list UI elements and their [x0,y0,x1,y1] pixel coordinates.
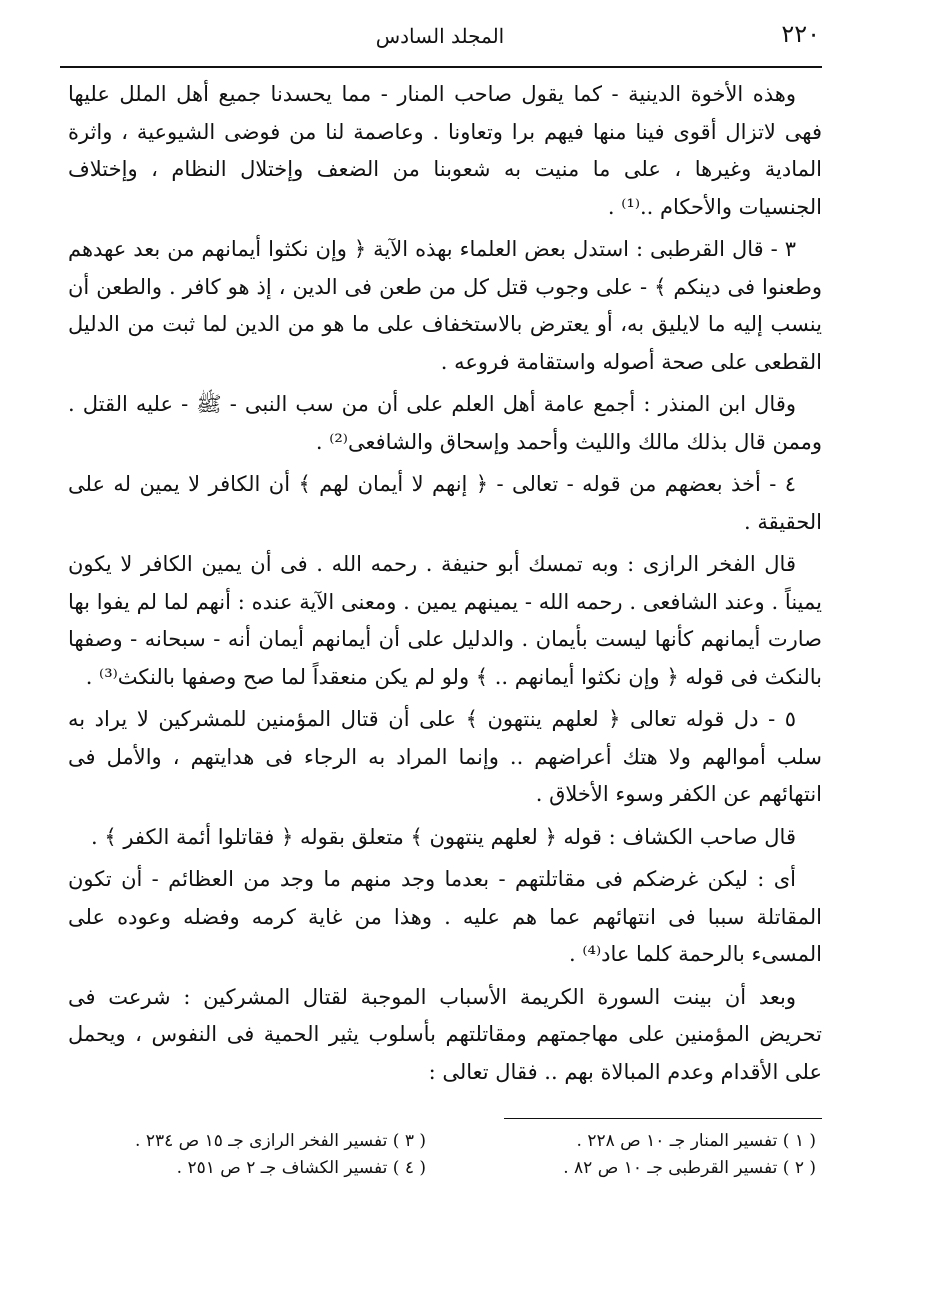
paragraph: ٥ - دل قوله تعالى ﴿ لعلهم ينتهون ﴾ على أن قتال المؤمنين للمشركين لا يراد به سلب أموالهم ولا هتك أعراضهم .. وإنما المراد به الرجاء فى هدايتهم ، والأمل فى انتهائهم عن الكفر وسوء الأخلاق . [68,707,822,806]
footnote-2: ( ٢ ) تفسير القرطبى جـ ١٠ ص ٨٢ . [563,1158,816,1178]
paragraph: وبعد أن بينت السورة الكريمة الأسباب الموجبة لقتال المشركين : شرعت فى تحريض المؤمنين على مهاجمتهم ومقاتلتهم بأسلوب يثير الحمية فى النفوس ، ويحمل على الأقدام وعدم المبالاة بهم .. فقال تعالى : [68,984,822,1084]
footnote-1: ( ١ ) تفسير المنار جـ ١٠ ص ٢٢٨ . [576,1131,816,1151]
paragraph: ٣ - قال القرطبى : استدل بعض العلماء بهذه الآية ﴿ وإن نكثوا أيمانهم من بعد عهدهم وطعنوا فى دينكم ﴾ - على وجوب قتل كل من طعن فى الدين ، إذ هو كافر . والطعن أن ينسب إليه ما لايليق به، أو يعترض بالاستخفاف على ما هو من الدين لما ثبت من الدليل القطعى على صحة أصوله واستقامة فروعه . [68,237,822,374]
running-header [60,18,820,62]
main-text [68,76,822,1096]
footnotes-left-column [96,1128,426,1182]
header-rule [60,66,822,68]
volume-title: المجلد السادس [375,24,505,48]
paragraph: وقال ابن المنذر : أجمع عامة أهل العلم على أن من سب النبى - ﷺ - عليه القتل . وممن قال بذلك مالك والليث وأحمد وإسحاق والشافعى⁽²⁾ . [68,392,822,454]
footnote-3: ( ٣ ) تفسير الفخر الرازى جـ ١٥ ص ٢٣٤ . [135,1131,426,1151]
paragraph: ٤ - أخذ بعضهم من قوله - تعالى - ﴿ إنهم لا أيمان لهم ﴾ أن الكافر لا يمين له على الحقيقة . [68,472,822,534]
paragraph: وهذه الأخوة الدينية - كما يقول صاحب المنار - مما يحسدنا جميع أهل الملل عليها فهى لاتزال أقوى فينا منها فيهم برا وتعاونا . وعاصمة لنا من فوضى الشيوعية ، واثرة المادية وغيرها ، على ما منيت به شعوبنا من الضعف وإختلال النظام ، وإختلاف الجنسيات والأحكام ..⁽¹⁾ . [68,82,822,219]
paragraph: قال صاحب الكشاف : قوله ﴿ لعلهم ينتهون ﴾ متعلق بقوله ﴿ فقاتلوا أئمة الكفر ﴾ . [91,824,796,849]
footnotes-right-column [486,1128,816,1182]
footnote-4: ( ٤ ) تفسير الكشاف جـ ٢ ص ٢٥١ . [176,1158,426,1178]
paragraph: قال الفخر الرازى : وبه تمسك أبو حنيفة . رحمه الله . فى أن يمين الكافر لا يكون يميناً . وعند الشافعى . رحمه الله - يمينهم يمين . ومعنى الآية عنده : أنهم لما لم يفوا بها صارت أيمانهم كأنها ليست بأيمان . والدليل على أن أيمانهم أيمان أنه - سبحانه - وصفها بالنكث فى قوله ﴿ وإن نكثوا أيمانهم .. ﴾ ولو لم يكن منعقداً لما صح وصفها بالنكث⁽³⁾ . [68,552,822,689]
footnotes [96,1128,816,1182]
page-number: ٢٢٠ [781,20,820,48]
footnote-rule [504,1118,822,1119]
paragraph: أى : ليكن غرضكم فى مقاتلتهم - بعدما وجد منهم ما وجد من العظائم - أن تكون المقاتلة سببا فى انتهائهم عما هم عليه . وهذا من غاية كرمه وفضله وعوده على المسىء بالرحمة كلما عاد⁽⁴⁾ . [68,867,822,966]
